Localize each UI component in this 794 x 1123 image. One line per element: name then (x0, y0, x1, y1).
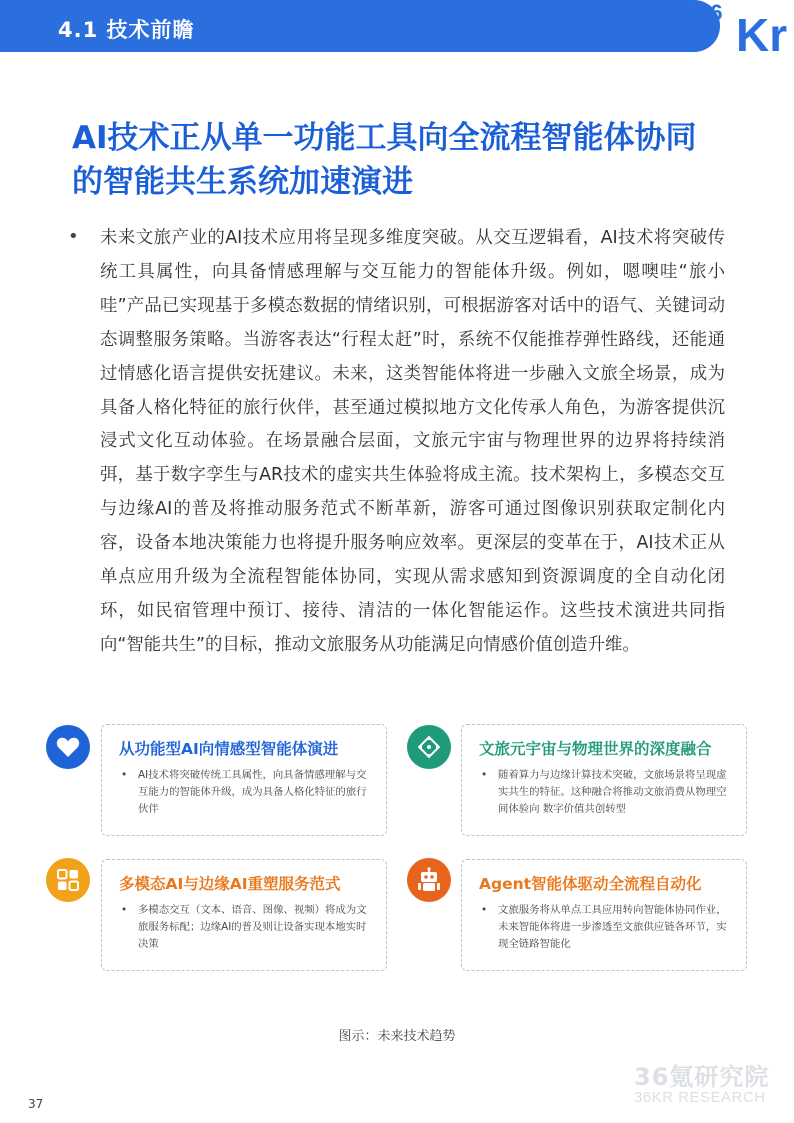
card-text (121, 767, 369, 818)
trend-card-emotional-agent (101, 724, 387, 836)
figure-caption: 图示：未来技术趋势 (338, 1029, 456, 1044)
page-title (72, 116, 752, 204)
watermark-en: 36KR RESEARCH (634, 1089, 766, 1106)
card-bullet: • (121, 904, 128, 916)
trend-card-metaverse-fusion (461, 724, 747, 836)
trend-card-multimodal-edge (101, 859, 387, 971)
card-title: 多模态AI与边缘AI重塑服务范式 (119, 875, 341, 893)
card-title: Agent智能体驱动全流程自动化 (479, 875, 702, 893)
card-text-content: 文旅服务将从单点工具应用转向智能体协同作业，未来智能体将进一步渗透至文旅供应链各环节，实现全链路智能化 (498, 904, 727, 950)
body-paragraph: 未来文旅产业的AI技术应用将呈现多维度突破。从交互逻辑看，AI技术将突破传统工具属性，向具备情感理解与交互能力的智能体升级。例如，嗯噢哇“旅小哇”产品已实现基于多模态数据的情绪识别，可根据游客对话中的语气、关键词动态调整服务策略。当游客表达“行程太赶”时，系统不仅能推荐弹性路线，还能通过情感化语言提供安抚建议。未来，这类智能体将进一步融入文旅全场景，成为具备人格化特征的旅行伙伴，甚至通过模拟地方文化传承人角色，为游客提供沉浸式文化互动体验。在场景融合层面，文旅元宇宙与物理世界的边界将持续消弭，基于数字孪生与AR技术的虚实共生体验将成主流。技术架构上，多模态交互与边缘AI的普及将推动服务范式不断革新，游客可通过图像识别获取定制化内容，设备本地决策能力也将提升服务响应效率。更深层的变革在于，AI技术正从单点应用升级为全流程智能体协同，实现从需求感知到资源调度的全自动化闭环，如民宿管理中预订、接待、清洁的一体化智能运作。这些技术演进共同指向“智能共生”的目标，推动文旅服务从功能满足向情感价值创造升维。 (100, 228, 725, 655)
card-text (481, 902, 729, 953)
card-text (121, 902, 369, 953)
robot-icon (407, 858, 451, 902)
card-bullet: • (121, 769, 128, 781)
card-text-content: AI技术将突破传统工具属性，向具备情感理解与交互能力的智能体升级，成为具备人格化特征的旅行伙伴 (138, 769, 367, 815)
heart-icon (46, 725, 90, 769)
watermark-cn: 36氪研究院 (634, 1063, 770, 1091)
card-text (481, 767, 729, 818)
card-bullet: • (481, 904, 488, 916)
title-line-1: AI技术正从单一功能工具向全流程智能体协同 (72, 120, 697, 156)
grid-apps-icon (46, 858, 90, 902)
trend-card-agent-automation (461, 859, 747, 971)
page-number: 37 (28, 1097, 44, 1111)
card-bullet: • (481, 769, 488, 781)
bullet-dot: • (68, 226, 79, 247)
card-title: 文旅元宇宙与物理世界的深度融合 (479, 740, 712, 758)
section-label: 4.1 技术前瞻 (58, 18, 195, 42)
card-text-content: 随着算力与边缘计算技术突破，文旅场景将呈现虚实共生的特征。这种融合将推动文旅消费从物理空间体验向 数字价值共创转型 (498, 769, 727, 815)
move-arrows-icon (407, 725, 451, 769)
card-text-content: 多模态交互（文本、语音、图像、视频）将成为文旅服务标配；边缘AI的普及则让设备实现本地实时决策 (138, 904, 367, 950)
logo-letters: Kr (736, 9, 788, 61)
card-title: 从功能型AI向情感型智能体演进 (119, 740, 339, 758)
title-line-2: 的智能共生系统加速演进 (72, 164, 413, 200)
logo-number: 36 (697, 0, 724, 25)
